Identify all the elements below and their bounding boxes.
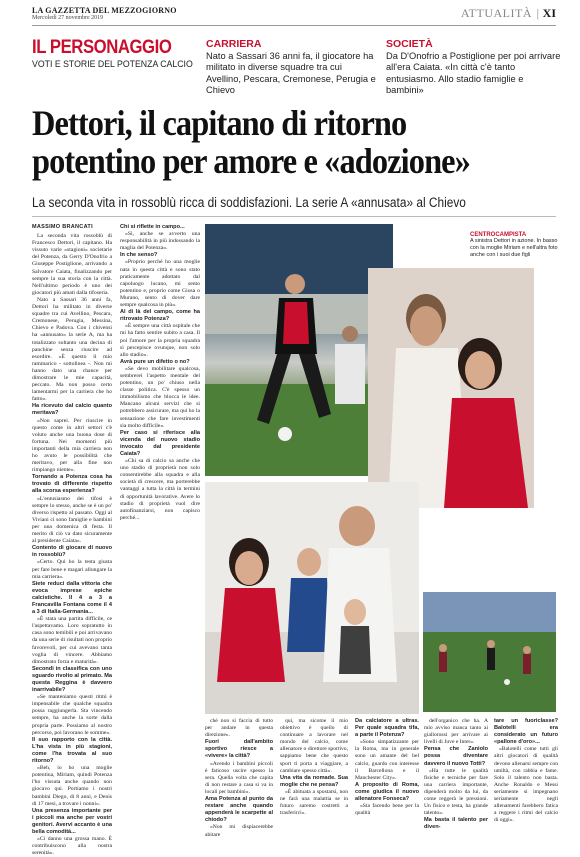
deck: La seconda vita in rossoblù ricca di soddisfazioni. La serie A «annusata» al Chievo <box>32 195 466 210</box>
deck-rule <box>32 216 556 217</box>
paragraph: «Non mi dispiacerebbe abitare <box>205 824 273 838</box>
paragraph: Nato a Sassari 36 anni fa, Dettori ha militato in diverse squadre tra cui Avellino, Pescara, Cremonese, Perugia, Messina, Chievo e Padova. Con i chivensi ha «annusato» la serie A, ma ha totalizzato soltanto una decina di panchine senza riuscire ad esordire. «È questo il mio rammarico - sottolinea -. Non mi hanno dato una chance per dimostrare le mie capacità, peccato. Ma non posso certo lamentarmi per la carriera che ho fatto». <box>32 296 112 403</box>
article-column-2 <box>120 224 200 824</box>
question: In che senso? <box>120 252 158 259</box>
masthead <box>32 6 556 26</box>
question: Da calciatore a ultras. Per quale squadra tifa, a parte il Potenza? <box>355 718 419 739</box>
question: Una vita da nomade. Sua moglie che ne pensa? <box>280 774 348 788</box>
paragraph: «È stata una partita difficile, ce l'aspettavamo. Loro sopratutto in casa sono temibili e poi arrivavano da una serie di risultati non proprio favorevoli, per cui avevano tanta voglia di vincere. Abbiamo dimostrato forza e maturità». <box>32 616 112 665</box>
paragraph: ché non si faccia di tutto per andare in questa direzione». <box>205 718 273 739</box>
photo-match-small <box>423 592 556 712</box>
photo-family <box>205 482 419 714</box>
caption-text: A sinistra Dettori in azione. In basso con la moglie Miriam e nell'altra foto anche con i suoi due figli <box>470 238 558 258</box>
paragraph: qui, ma sicome il mio obiettivo è quello di continuare a lavorare nel mondo del calcio, come allenatore o direttore sportivo, sappiamo bene che questo sport ti porta a viaggiare, a cambiare spesso città». <box>280 718 348 774</box>
column-1-body <box>32 233 112 857</box>
bottom-column-5 <box>494 718 558 836</box>
paragraph: «Ci danno una grossa mano. È contribuiscono alla nostra serenità». <box>32 836 112 857</box>
bottom-column-2 <box>280 718 348 836</box>
paragraph: «Sì, anche se avverto una responsabilità in più indossando la maglia del Potenza». <box>120 231 200 252</box>
question: Secondi in classifica con uno sguardo rivolto al primato. Ma questa Reggina è davvero inarrivabile? <box>32 665 112 694</box>
question: Fuori dall'ambito sportivo riesce a «vivere» la città? <box>205 739 273 760</box>
paragraph: «Balotelli come tutti gli altri giocatori di qualità devono allenarsi sempre con umiltà, con rabbia e fame. Solo il talento non basta. Anche Ronaldo e Messi seriamente si impegnano seriamente negli allenamenti farebbero fatica a reggere i ritmi del calcio di oggi». <box>494 746 558 824</box>
career-head: CARRIERA <box>206 38 262 50</box>
issue-date: Mercoledì 27 novembre 2019 <box>32 15 104 21</box>
paragraph: «È abituata a spostarsi, non ne farà una malattia se in futuro saremo costretti a trasferirci». <box>280 788 348 817</box>
question: Ama Potenza al punto da restare anche quando appenderà le scarpette al chiodo? <box>205 796 273 824</box>
paragraph: «Se manteniamo questi ritmi è impensabile che qualche squadra possa raggiungerla. Sta vincendo sempre, ha anche la sorte dalla propria parte. Possiamo al nostro percorso, poi lavorano le somme». <box>32 694 112 736</box>
question: Pensa che Zaniolo possa diventare davvero il nuovo Totti? <box>424 746 488 767</box>
question: Il suo rapporto con la città. L'ha vista in più stagioni, come l'ha trovata al suo ritorno? <box>32 736 112 765</box>
society-text: Da D'Onofrio a Postiglione per poi arrivare all'era Caiata. «In città c'è tanto entusiasmo. Allo stadio famiglie e bambini» <box>386 51 561 96</box>
question: Una presenza importante per i piccoli ma anche per vostri genitori. Avervi accanto è una bella comodità... <box>32 807 112 835</box>
bottom-column-4 <box>424 718 488 836</box>
society-box <box>386 38 562 97</box>
section-separator: | <box>536 6 539 20</box>
paragraph: «Non saprei. Per riuscire in questo come in altri settori c'è voluto anche una buona dose di fortuna. Nei momenti più importanti della mia carriera non ho avuto le possibilità che meritavo, per alla fine non rimpiango niente». <box>32 417 112 474</box>
page-number: XI <box>542 6 556 20</box>
caption-head: CENTROCAMPISTA <box>470 232 527 238</box>
photo-match-action <box>205 224 393 476</box>
question: Avrà pure un difetto o no? <box>120 358 190 365</box>
paragraph: dell'organico che ha. A mio avviso manca tanto ai giallorossi per arrivare ai livelli di Juve e Inter». <box>424 718 488 746</box>
photo-caption <box>470 232 560 258</box>
question: Per caso si riferisce alla vicenda del nuovo stadio invocato dal presidente Caiata? <box>120 429 200 457</box>
paragraph: «Beh, io ho una moglie potentina, Miriam, quindi Potenza l'ho vissuta anche quando non giocavo qui. Portiamo i nostri bambini Diego, di 8 anni, e Denis di 17 mesi, a trovare i nonni». <box>32 765 112 807</box>
question: Al di là del campo, come ha ritrovato Potenza? <box>120 309 200 323</box>
question: Contento di giocare di nuovo in rossoblù? <box>32 545 112 559</box>
career-text: Nato a Sassari 36 anni fa, il giocatore ha militato in diverse squadre tra cui Avellino, Pescara, Cremonese, Perugia e Chievo <box>206 51 376 96</box>
career-box <box>206 38 376 97</box>
paragraph: «Avendo i bambini piccoli è faticoso uscire spesso la sera. Quella volta che capita di non restare a casa si va in locali per bambini». <box>205 760 273 795</box>
paragraph: «Sono simpatizzante per la Roma, ma in generale sono un amante del bel calcio, guardo con interesse il Barcellona e il Manchester City». <box>355 739 419 781</box>
kicker-subtitle: VOTI E STORIE DEL POTENZA CALCIO <box>32 59 193 70</box>
headline <box>32 104 509 180</box>
question: Ha ricevuto dal calcio quanto meritava? <box>32 403 112 417</box>
paragraph: «Proprio perché ho una moglie nata in questa città e sono stato praticamente adottato dal capoluogo lucano, mi sento potentino e, proprio come Giosa o Murano, sento di dover dare sempre qualcosa in più». <box>120 259 200 309</box>
kicker <box>32 38 192 70</box>
newspaper-name: LA GAZZETTA DEL MEZZOGIORNO <box>32 6 177 15</box>
paragraph: «È sempre una città ospitale che mi ha fatto sentire subito a casa. Il poi l'amore per la propria squadra si percepisce ovunque, non solo allo stadio». <box>120 323 200 358</box>
byline: MASSIMO BRANCATI <box>32 224 93 230</box>
photo-couple <box>368 268 534 508</box>
question: A proposito di Roma, come giudica il nuovo allenatore Fonseca? <box>355 781 419 803</box>
headline-line-1: Dettori, il capitano di ritorno <box>32 103 407 143</box>
question: tare un fuoriclasse? Balotelli era considerato un futuro «pallone d'oro»... <box>494 718 558 746</box>
paragraph: «Ha tutte le qualità fisiche e tecniche per fare una carriera importante, dipenderà molto da lui, da come reggerà le pressioni. Un fisico e testa, ha grande talento». <box>424 767 488 817</box>
paragraph: «L'entusiasmo dei tifosi è sempre lo stesso, anche se è un po' diverso rispetto al passato. Oggi al Viviani ci sono famiglie e bambini per una domenica di festa. Il merito di ciò va dato sicuramente al presidente Caiata». <box>32 495 112 545</box>
question: Chi si riflette in campo... <box>120 224 185 230</box>
question: Tornando a Potenza cosa ha trovato di differente rispetto alla scorsa esperienza? <box>32 474 112 495</box>
bottom-column-1 <box>205 718 273 836</box>
paragraph: «Sta facendo bene per la qualità <box>355 803 419 817</box>
bottom-column-3 <box>355 718 419 836</box>
section-name: ATTUALITÀ <box>460 6 532 20</box>
headline-line-2: potentino per amore e «adozione» <box>32 141 470 181</box>
question: Siete reduci dalla vittoria che evoca imprese epiche calcistiche. Il 4 a 3 a Francavilla Fontana come il 4 a 3 di Italia-Germania... <box>32 580 112 616</box>
society-head: SOCIETÀ <box>386 38 433 50</box>
paragraph: «Certo. Qui ho la testa giusta per fare bene e magari allungare la mia carriera». <box>32 559 112 580</box>
paragraph: La seconda vita rossoblù di Francesco Dettori, il capitano. Ha vissuto varie «stagioni» societarie del Potenza, da Gerry D'Onofrio a Giuseppe Postiglione, arrivando a Salvatore Caiata, finalizzando per sempre la sua storia con la città. Nell'ultimo periodo è uno dei giocatori più amati dalla tifoseria. <box>32 233 112 296</box>
kicker-title: IL PERSONAGGIO <box>32 37 172 58</box>
paragraph: «Se devo mobilitare qualcosa, sembrerei l'aspetto mentale del potentino, un po' chiuso nella classe politica. C'è spesso un immobilismo che blocca le idee. Mancano alcuni servizi che si potrebbero assicurare, ma qui ho la sensazione che fare investimenti sia molto difficile». <box>120 365 200 429</box>
paragraph: «Chi sa di calcio sa anche che uno stadio di proprietà non solo consentirebbe alla squadra e alla società di crescere, ma porterebbe vantaggi a tutta la città in termini di opportunità lavorative. Avere lo stadio di proprietà vuol dire autofinanziarsi, non capisco perché... <box>120 458 200 521</box>
question: Ma basta il talento per diven- <box>424 817 488 831</box>
column-2-body <box>120 224 200 522</box>
article-column-1 <box>32 224 112 857</box>
